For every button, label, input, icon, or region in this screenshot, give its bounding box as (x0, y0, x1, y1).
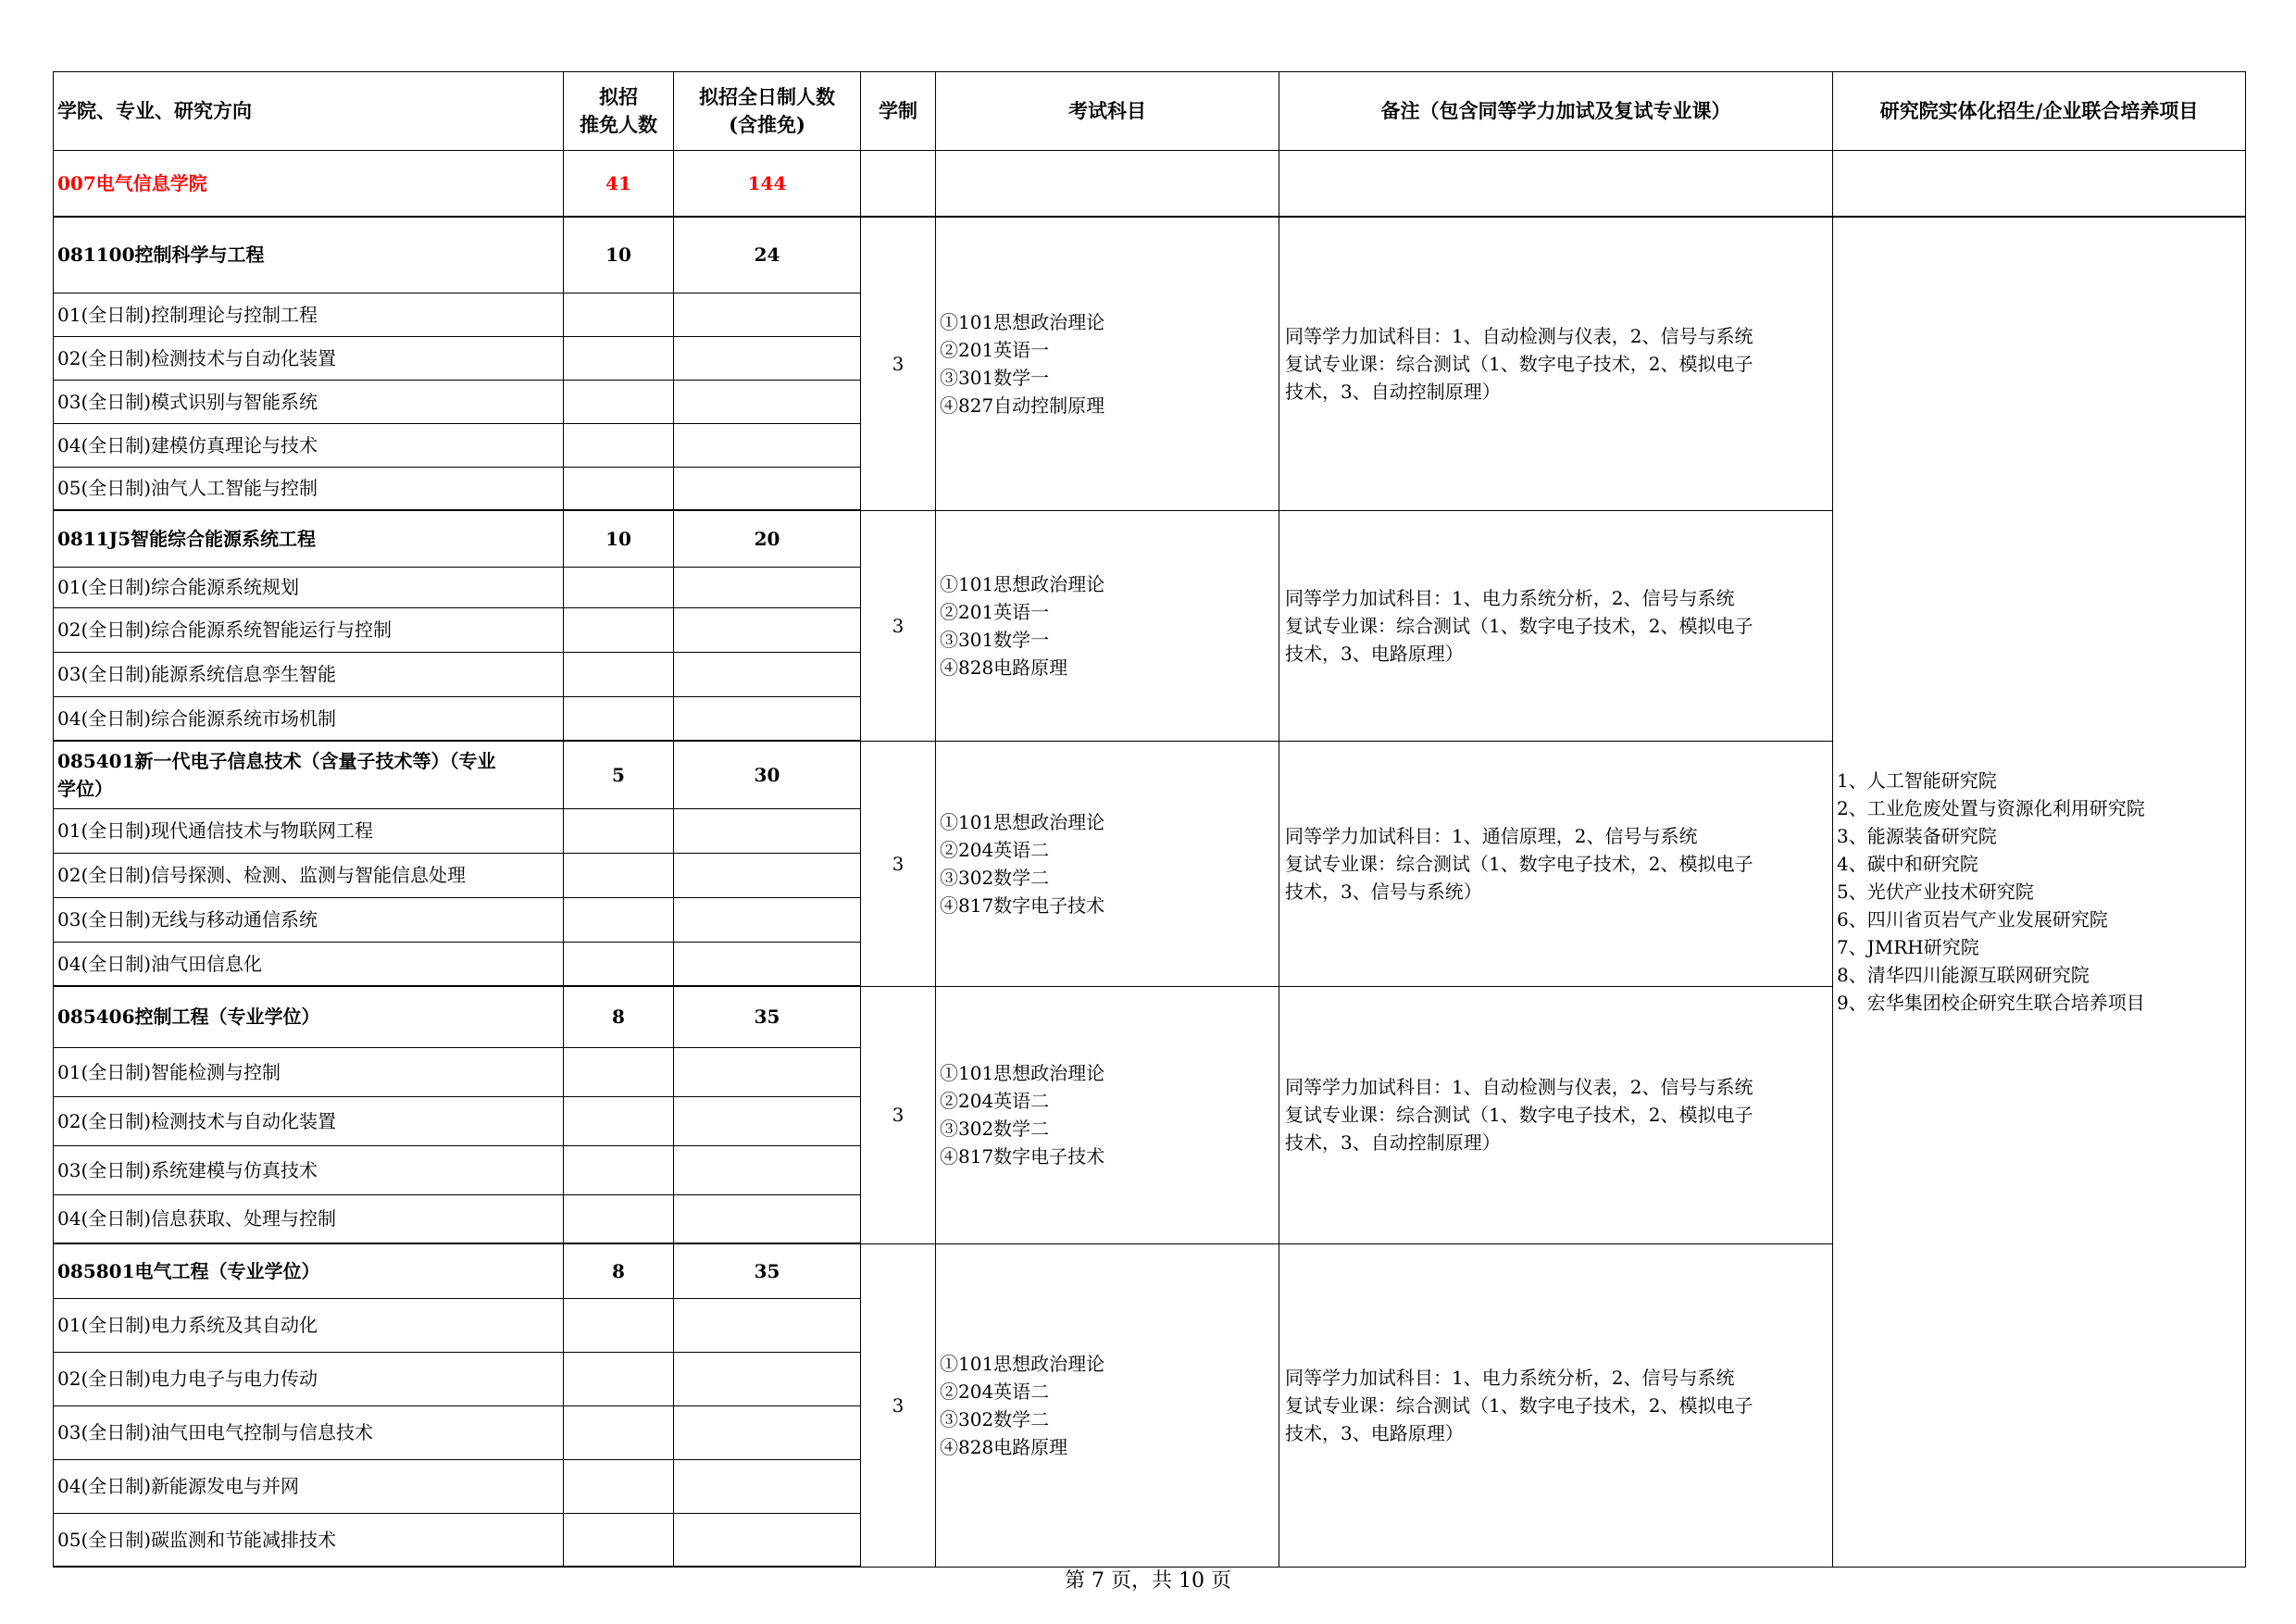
direction-fulltime-empty (674, 1459, 861, 1513)
header-fulltime-line2: (含推免) (729, 113, 805, 136)
exam-subject: ①101思想政治理论 (940, 1062, 1105, 1084)
exam-subject: ②204英语二 (940, 838, 1050, 861)
exam-subject: ③302数学二 (940, 1407, 1050, 1430)
major-fulltime: 35 (674, 986, 861, 1047)
direction-recommend-empty (564, 808, 674, 853)
direction-fulltime-empty (674, 853, 861, 897)
header-note: 备注（包含同等学力加试及复试专业课） (1279, 72, 1833, 151)
project-item: 9、宏华集团校企研究生联合培养项目 (1837, 992, 2145, 1015)
direction-recommend-empty (564, 567, 674, 607)
direction-fulltime-empty (674, 567, 861, 607)
project-item: 7、JMRH研究院 (1837, 936, 1979, 959)
direction-name: 05(全日制)油气人工智能与控制 (54, 467, 564, 510)
project-item: 6、四川省页岩气产业发展研究院 (1837, 908, 2108, 931)
project-item: 4、碳中和研究院 (1837, 853, 1978, 876)
exam-subject: ①101思想政治理论 (940, 310, 1105, 333)
direction-recommend-empty (564, 607, 674, 652)
major-years: 3 (861, 510, 936, 741)
exam-subject: ④817数字电子技术 (940, 1145, 1105, 1168)
college-exam-empty (936, 151, 1279, 218)
major-recommend: 5 (564, 741, 674, 808)
direction-name: 04(全日制)油气田信息化 (54, 942, 564, 986)
header-fulltime (674, 72, 861, 151)
direction-fulltime-empty (674, 1352, 861, 1405)
college-years-empty (861, 151, 936, 218)
direction-name: 01(全日制)控制理论与控制工程 (54, 293, 564, 336)
remark-line: 复试专业课：综合测试（1、数字电子技术，2、模拟电子 (1285, 1393, 1753, 1417)
project-item: 2、工业危废处置与资源化利用研究院 (1837, 797, 2145, 820)
remark-line: 同等学力加试科目：1、电力系统分析，2、信号与系统 (1285, 586, 1735, 609)
remark-line: 技术，3、自动控制原理） (1285, 1131, 1501, 1154)
remark-line: 同等学力加试科目：1、通信原理，2、信号与系统 (1285, 824, 1698, 847)
exam-subjects (936, 510, 1279, 741)
exam-subject: ②204英语二 (940, 1380, 1050, 1403)
direction-recommend-empty (564, 1145, 674, 1194)
direction-fulltime-empty (674, 1405, 861, 1459)
project-list (1833, 217, 2246, 1567)
major-years: 3 (861, 1243, 936, 1567)
direction-name: 02(全日制)综合能源系统智能运行与控制 (54, 607, 564, 652)
direction-recommend-empty (564, 1352, 674, 1405)
direction-name: 04(全日制)综合能源系统市场机制 (54, 696, 564, 741)
exam-subject: ③301数学一 (940, 628, 1050, 651)
direction-name: 05(全日制)碳监测和节能减排技术 (54, 1513, 564, 1567)
college-row (54, 151, 2246, 218)
admissions-table (53, 71, 2246, 1568)
major-fulltime: 24 (674, 217, 861, 293)
direction-recommend-empty (564, 380, 674, 423)
exam-subject: ①101思想政治理论 (940, 810, 1105, 833)
major-fulltime: 30 (674, 741, 861, 808)
remark-cell (1279, 1243, 1833, 1567)
major-fulltime: 20 (674, 510, 861, 567)
direction-recommend-empty (564, 696, 674, 741)
remark-line: 复试专业课：综合测试（1、数字电子技术，2、模拟电子 (1285, 852, 1753, 875)
major-fulltime: 35 (674, 1243, 861, 1298)
exam-subject: ③302数学二 (940, 866, 1050, 889)
remark-line: 技术，3、自动控制原理） (1285, 380, 1501, 403)
exam-subject: ④827自动控制原理 (940, 394, 1105, 417)
college-recommend: 41 (564, 151, 674, 218)
major-years: 3 (861, 741, 936, 986)
remark-line: 技术，3、电路原理） (1285, 642, 1464, 665)
header-project: 研究院实体化招生/企业联合培养项目 (1833, 72, 2246, 151)
major-name: 085801电气工程（专业学位） (54, 1243, 564, 1298)
direction-fulltime-empty (674, 1298, 861, 1352)
exam-subject: ③301数学一 (940, 366, 1050, 389)
exam-subjects (936, 986, 1279, 1243)
direction-fulltime-empty (674, 336, 861, 380)
remark-line: 同等学力加试科目：1、电力系统分析，2、信号与系统 (1285, 1366, 1735, 1389)
header-direction: 学院、专业、研究方向 (54, 72, 564, 151)
direction-recommend-empty (564, 467, 674, 510)
remark-cell (1279, 217, 1833, 510)
direction-name: 03(全日制)能源系统信息孪生智能 (54, 652, 564, 696)
direction-fulltime-empty (674, 897, 861, 942)
header-years: 学制 (861, 72, 936, 151)
header-recommend-line1: 拟招 (599, 85, 638, 108)
direction-fulltime-empty (674, 1096, 861, 1145)
college-note-empty (1279, 151, 1833, 218)
major-recommend: 8 (564, 986, 674, 1047)
exam-subject: ③302数学二 (940, 1118, 1050, 1140)
direction-recommend-empty (564, 1047, 674, 1096)
major-years: 3 (861, 986, 936, 1243)
remark-cell (1279, 986, 1833, 1243)
direction-fulltime-empty (674, 652, 861, 696)
direction-name: 03(全日制)系统建模与仿真技术 (54, 1145, 564, 1194)
exam-subject: ②201英语一 (940, 600, 1050, 623)
direction-name: 02(全日制)检测技术与自动化装置 (54, 336, 564, 380)
direction-recommend-empty (564, 1459, 674, 1513)
direction-fulltime-empty (674, 696, 861, 741)
direction-recommend-empty (564, 1513, 674, 1567)
direction-fulltime-empty (674, 1145, 861, 1194)
exam-subject: ④828电路原理 (940, 1435, 1068, 1458)
remark-line: 同等学力加试科目：1、自动检测与仪表，2、信号与系统 (1285, 324, 1753, 347)
header-recommend (564, 72, 674, 151)
remark-line: 复试专业课：综合测试（1、数字电子技术，2、模拟电子 (1285, 1104, 1753, 1126)
direction-recommend-empty (564, 423, 674, 467)
remark-line: 技术，3、电路原理） (1285, 1421, 1464, 1444)
direction-fulltime-empty (674, 467, 861, 510)
major-years: 3 (861, 217, 936, 510)
major-name-line2: 学位） (57, 777, 113, 800)
remark-cell (1279, 510, 1833, 741)
major-name: 081100控制科学与工程 (54, 217, 564, 293)
direction-recommend-empty (564, 1405, 674, 1459)
exam-subject: ①101思想政治理论 (940, 1352, 1105, 1375)
exam-subjects (936, 1243, 1279, 1567)
direction-recommend-empty (564, 293, 674, 336)
college-project-empty (1833, 151, 2246, 218)
direction-fulltime-empty (674, 808, 861, 853)
header-recommend-line2: 推免人数 (580, 113, 657, 136)
header-exam: 考试科目 (936, 72, 1279, 151)
exam-subjects (936, 217, 1279, 510)
direction-name: 04(全日制)新能源发电与并网 (54, 1459, 564, 1513)
direction-fulltime-empty (674, 942, 861, 986)
page-footer: 第 7 页，共 10 页 (1065, 1569, 1231, 1593)
direction-fulltime-empty (674, 1047, 861, 1096)
direction-recommend-empty (564, 942, 674, 986)
direction-name: 01(全日制)电力系统及其自动化 (54, 1298, 564, 1352)
exam-subject: ②201英语一 (940, 338, 1050, 361)
exam-subject: ④817数字电子技术 (940, 893, 1105, 917)
direction-name: 02(全日制)电力电子与电力传动 (54, 1352, 564, 1405)
project-item: 8、清华四川能源互联网研究院 (1837, 964, 2090, 987)
major-recommend: 8 (564, 1243, 674, 1298)
college-name: 007电气信息学院 (54, 151, 564, 218)
direction-name: 01(全日制)现代通信技术与物联网工程 (54, 808, 564, 853)
direction-name: 02(全日制)检测技术与自动化装置 (54, 1096, 564, 1145)
direction-fulltime-empty (674, 380, 861, 423)
remark-line: 同等学力加试科目：1、自动检测与仪表，2、信号与系统 (1285, 1076, 1753, 1098)
direction-fulltime-empty (674, 607, 861, 652)
project-item: 1、人工智能研究院 (1837, 769, 1997, 793)
remark-line: 技术，3、信号与系统） (1285, 880, 1482, 903)
direction-fulltime-empty (674, 423, 861, 467)
direction-recommend-empty (564, 1096, 674, 1145)
major-row (54, 217, 2246, 293)
exam-subject: ①101思想政治理论 (940, 572, 1105, 595)
direction-recommend-empty (564, 1298, 674, 1352)
direction-name: 02(全日制)信号探测、检测、监测与智能信息处理 (54, 853, 564, 897)
direction-name: 03(全日制)模式识别与智能系统 (54, 380, 564, 423)
direction-recommend-empty (564, 897, 674, 942)
direction-recommend-empty (564, 1194, 674, 1243)
direction-name: 01(全日制)综合能源系统规划 (54, 567, 564, 607)
major-name: 0811J5智能综合能源系统工程 (54, 510, 564, 567)
direction-name: 03(全日制)无线与移动通信系统 (54, 897, 564, 942)
direction-fulltime-empty (674, 1194, 861, 1243)
project-item: 3、能源装备研究院 (1837, 825, 1997, 848)
direction-name: 03(全日制)油气田电气控制与信息技术 (54, 1405, 564, 1459)
exam-subject: ④828电路原理 (940, 656, 1068, 679)
major-recommend: 10 (564, 510, 674, 567)
header-row (54, 72, 2246, 151)
direction-fulltime-empty (674, 293, 861, 336)
major-name-line1: 085401新一代电子信息技术（含量子技术等）（专业 (57, 749, 496, 772)
direction-recommend-empty (564, 336, 674, 380)
direction-name: 01(全日制)智能检测与控制 (54, 1047, 564, 1096)
remark-line: 复试专业课：综合测试（1、数字电子技术，2、模拟电子 (1285, 614, 1753, 637)
direction-recommend-empty (564, 853, 674, 897)
major-name (54, 741, 564, 808)
exam-subject: ②204英语二 (940, 1090, 1050, 1112)
major-name: 085406控制工程（专业学位） (54, 986, 564, 1047)
direction-recommend-empty (564, 652, 674, 696)
exam-subjects (936, 741, 1279, 986)
direction-name: 04(全日制)建模仿真理论与技术 (54, 423, 564, 467)
college-fulltime: 144 (674, 151, 861, 218)
header-fulltime-line1: 拟招全日制人数 (699, 85, 835, 108)
direction-name: 04(全日制)信息获取、处理与控制 (54, 1194, 564, 1243)
remark-line: 复试专业课：综合测试（1、数字电子技术，2、模拟电子 (1285, 352, 1753, 375)
major-recommend: 10 (564, 217, 674, 293)
remark-cell (1279, 741, 1833, 986)
project-item: 5、光伏产业技术研究院 (1837, 881, 2034, 904)
direction-fulltime-empty (674, 1513, 861, 1567)
